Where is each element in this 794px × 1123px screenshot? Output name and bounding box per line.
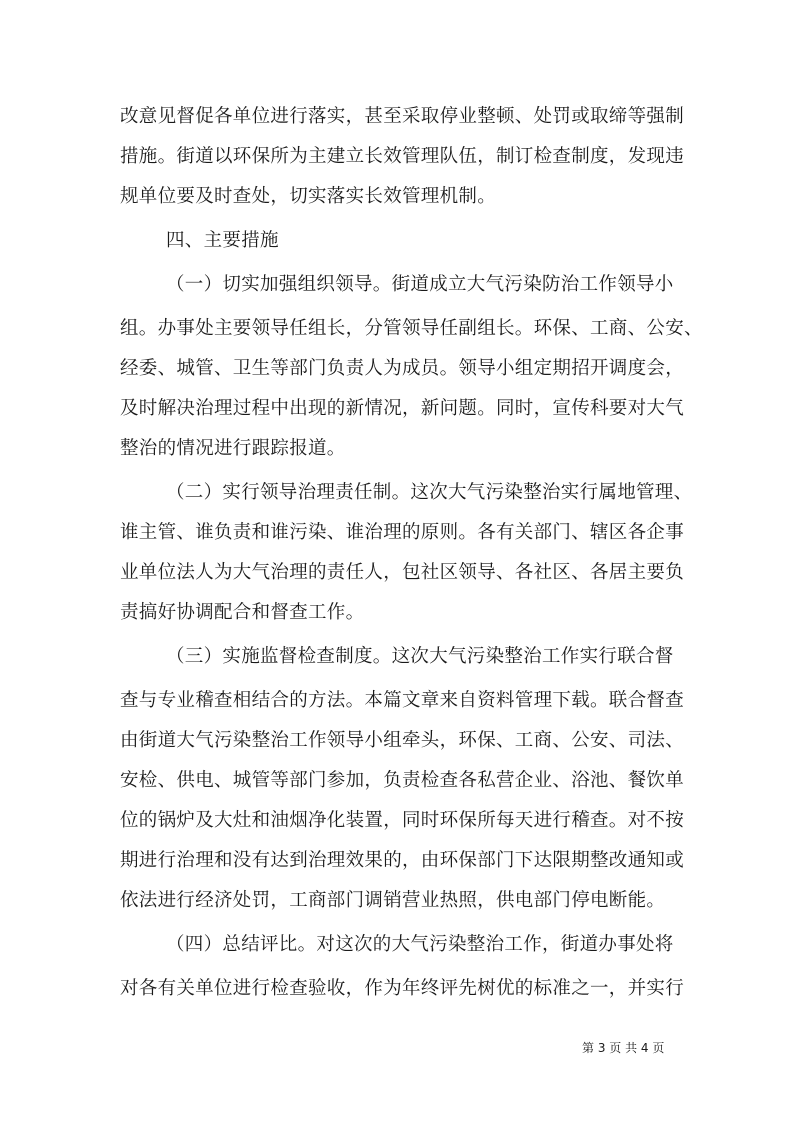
body-text-line: 组。办事处主要领导任组长，分管领导任副组长。环保、工商、公安、 <box>120 318 703 339</box>
body-text-line: 谁主管、谁负责和谁污染、谁治理的原则。各有关部门、辖区各企事 <box>120 522 685 543</box>
body-text-line: （一）切实加强组织领导。街道成立大气污染防治工作领导小 <box>166 274 674 295</box>
body-text-line: 依法进行经济处罚，工商部门调销营业热照，供电部门停电断能。 <box>120 890 666 911</box>
body-text-line: 对各有关单位进行检查验收，作为年终评先树优的标准之一，并实行 <box>120 978 685 999</box>
body-text-line: （二）实行领导治理责任制。这次大气污染整治实行属地管理、 <box>166 482 693 503</box>
body-text-line: 业单位法人为大气治理的责任人，包社区领导、各社区、各居主要负 <box>120 562 685 583</box>
body-text-line: 规单位要及时查处，切实落实长效管理机制。 <box>120 186 497 207</box>
body-text-line: 位的锅炉及大灶和油烟净化装置，同时环保所每天进行稽查。对不按 <box>120 810 685 831</box>
body-text-line: 安检、供电、城管等部门参加，负责检查各私营企业、浴池、餐饮单 <box>120 770 685 791</box>
body-text-line: 及时解决治理过程中出现的新情况，新问题。同时，宣传科要对大气 <box>120 398 685 419</box>
body-text-line: 查与专业稽查相结合的方法。本篇文章来自资料管理下载。联合督查 <box>120 690 685 711</box>
body-text-line: 由街道大气污染整治工作领导小组牵头，环保、工商、公安、司法、 <box>120 730 685 751</box>
body-text-line: （三）实施监督检查制度。这次大气污染整治工作实行联合督 <box>166 646 674 667</box>
page-number: 第 3 页 共 4 页 <box>582 1041 665 1055</box>
body-text-line: 期进行治理和没有达到治理效果的，由环保部门下达限期整改通知或 <box>120 850 685 871</box>
section-heading: 四、主要措施 <box>166 230 279 251</box>
body-text-line: 经委、城管、卫生等部门负责人为成员。领导小组定期招开调度会， <box>120 358 685 379</box>
body-text-line: 整治的情况进行跟踪报道。 <box>120 438 346 459</box>
body-text-line: 责搞好协调配合和督查工作。 <box>120 602 365 623</box>
body-text-line: 措施。街道以环保所为主建立长效管理队伍，制订检查制度，发现违 <box>120 146 685 167</box>
body-text-line: （四）总结评比。对这次的大气污染整治工作，街道办事处将 <box>166 934 674 955</box>
body-text-line: 改意见督促各单位进行落实，甚至采取停业整顿、处罚或取缔等强制 <box>120 106 685 127</box>
